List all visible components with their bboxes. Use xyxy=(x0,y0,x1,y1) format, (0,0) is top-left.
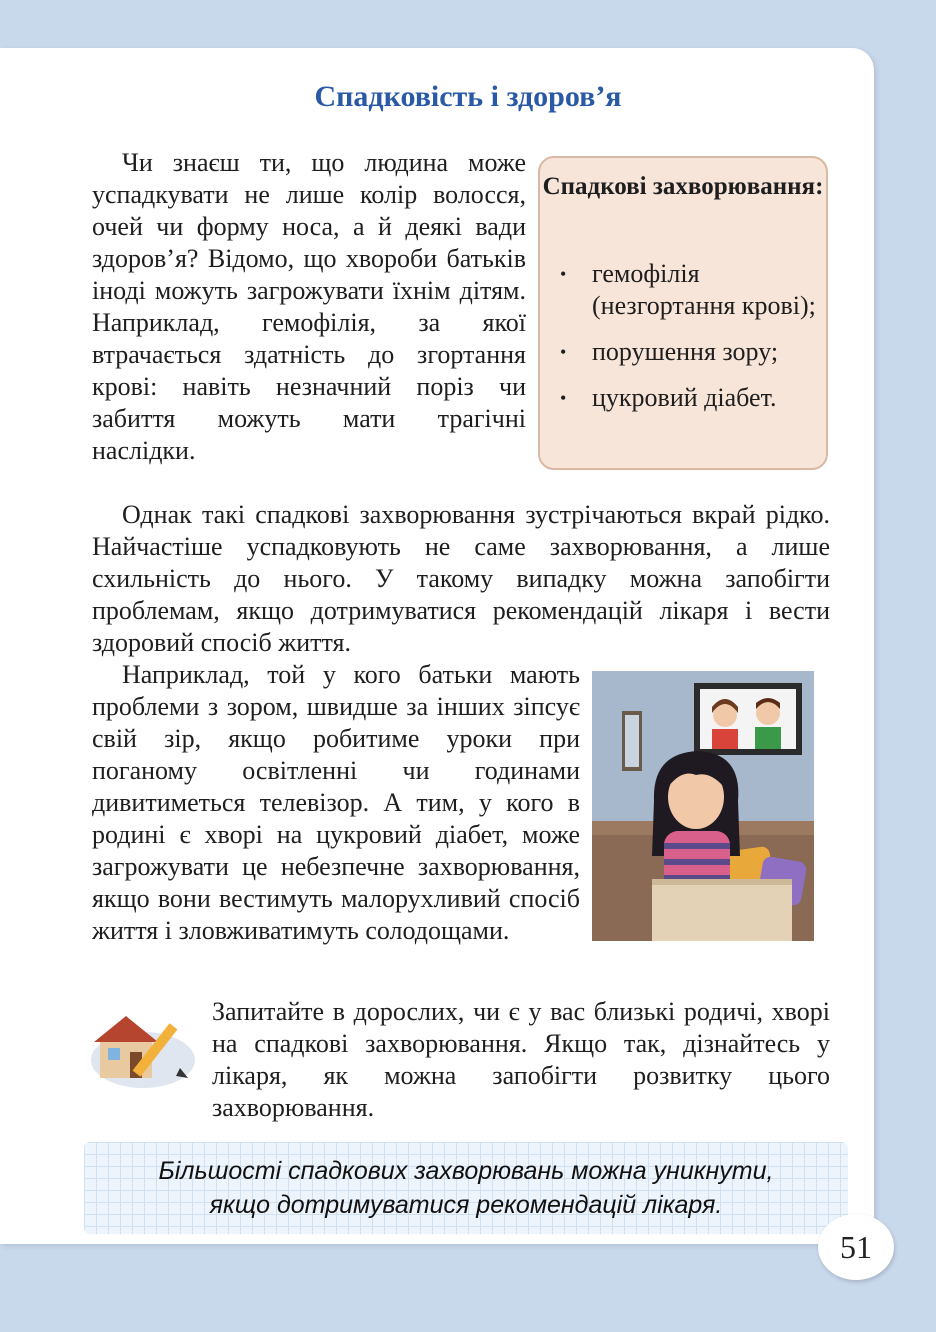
infobox-item-text: порушення зору; xyxy=(592,337,779,366)
bullet-icon: • xyxy=(560,388,567,408)
girl-watching-tv-illustration xyxy=(592,671,814,941)
paragraph-rare-diseases: Однак такі спадкові захворювання зустрічаються вкрай рідко. Найчастіше успадковують не саме захворювання, а лише схильність до нього. У такому випадку можна запобігти проблемам, якщо дотримуватися рекомендацій лікаря і вести здоровий спосіб життя. xyxy=(92,500,830,657)
bullet-icon: • xyxy=(560,264,567,284)
infobox-item-text: гемофілія (незгортання крові); xyxy=(592,259,816,320)
conclusion-text xyxy=(84,1154,848,1222)
infobox-title xyxy=(540,170,826,204)
infobox-title-text: Спадкові захворювання: xyxy=(542,173,824,200)
infobox-item-text: цукровий діабет. xyxy=(592,383,777,412)
house-pencil-icon xyxy=(88,1002,198,1092)
hereditary-diseases-box xyxy=(538,156,828,470)
page-title: Спадковість і здоров’я xyxy=(314,80,622,113)
conclusion-line-2: якщо дотримуватися рекомендацій лікаря. xyxy=(209,1191,723,1219)
bullet-icon: • xyxy=(560,342,567,362)
infobox-item xyxy=(560,258,820,322)
paragraph-task: Запитайте в дорослих, чи є у вас близькі родичі, хворі на спадкові захворювання. Якщо так, дізнайтесь у лікаря, як можна запобігти розвитку цього захворювання. xyxy=(212,997,830,1122)
infobox-item xyxy=(560,336,820,368)
conclusion-banner xyxy=(84,1142,848,1234)
paragraph-example: Наприклад, той у кого батьки мають проблеми з зором, швидше за інших зіпсує свій зір, якщо робитиме уроки при поганому освітленні чи годинами дивитиметься телевізор. А тим, у кого в родині є хворі на цукровий діабет, може загрожувати це небезпечне захворювання, якщо вони вестимуть малорухливий спосіб життя і зловживатимуть солодощами. xyxy=(92,660,580,945)
page-number: 51 xyxy=(818,1214,894,1280)
paragraph-intro: Чи знаєш ти, що людина може успадкувати не лише колір волосся, очей чи форму носа, а й деякі вади здоров’я? Відомо, що хвороби батьків іноді можуть загрожувати їхнім дітям. Наприклад, гемофілія, за якої втрачається здатність до згортання крові: навіть незначний поріз чи забиття можуть мати трагічні наслідки. xyxy=(92,148,526,465)
infobox-item xyxy=(560,382,820,414)
conclusion-line-1: Більшості спадкових захворювань можна уникнути, xyxy=(158,1157,774,1185)
infobox-list xyxy=(560,258,820,428)
